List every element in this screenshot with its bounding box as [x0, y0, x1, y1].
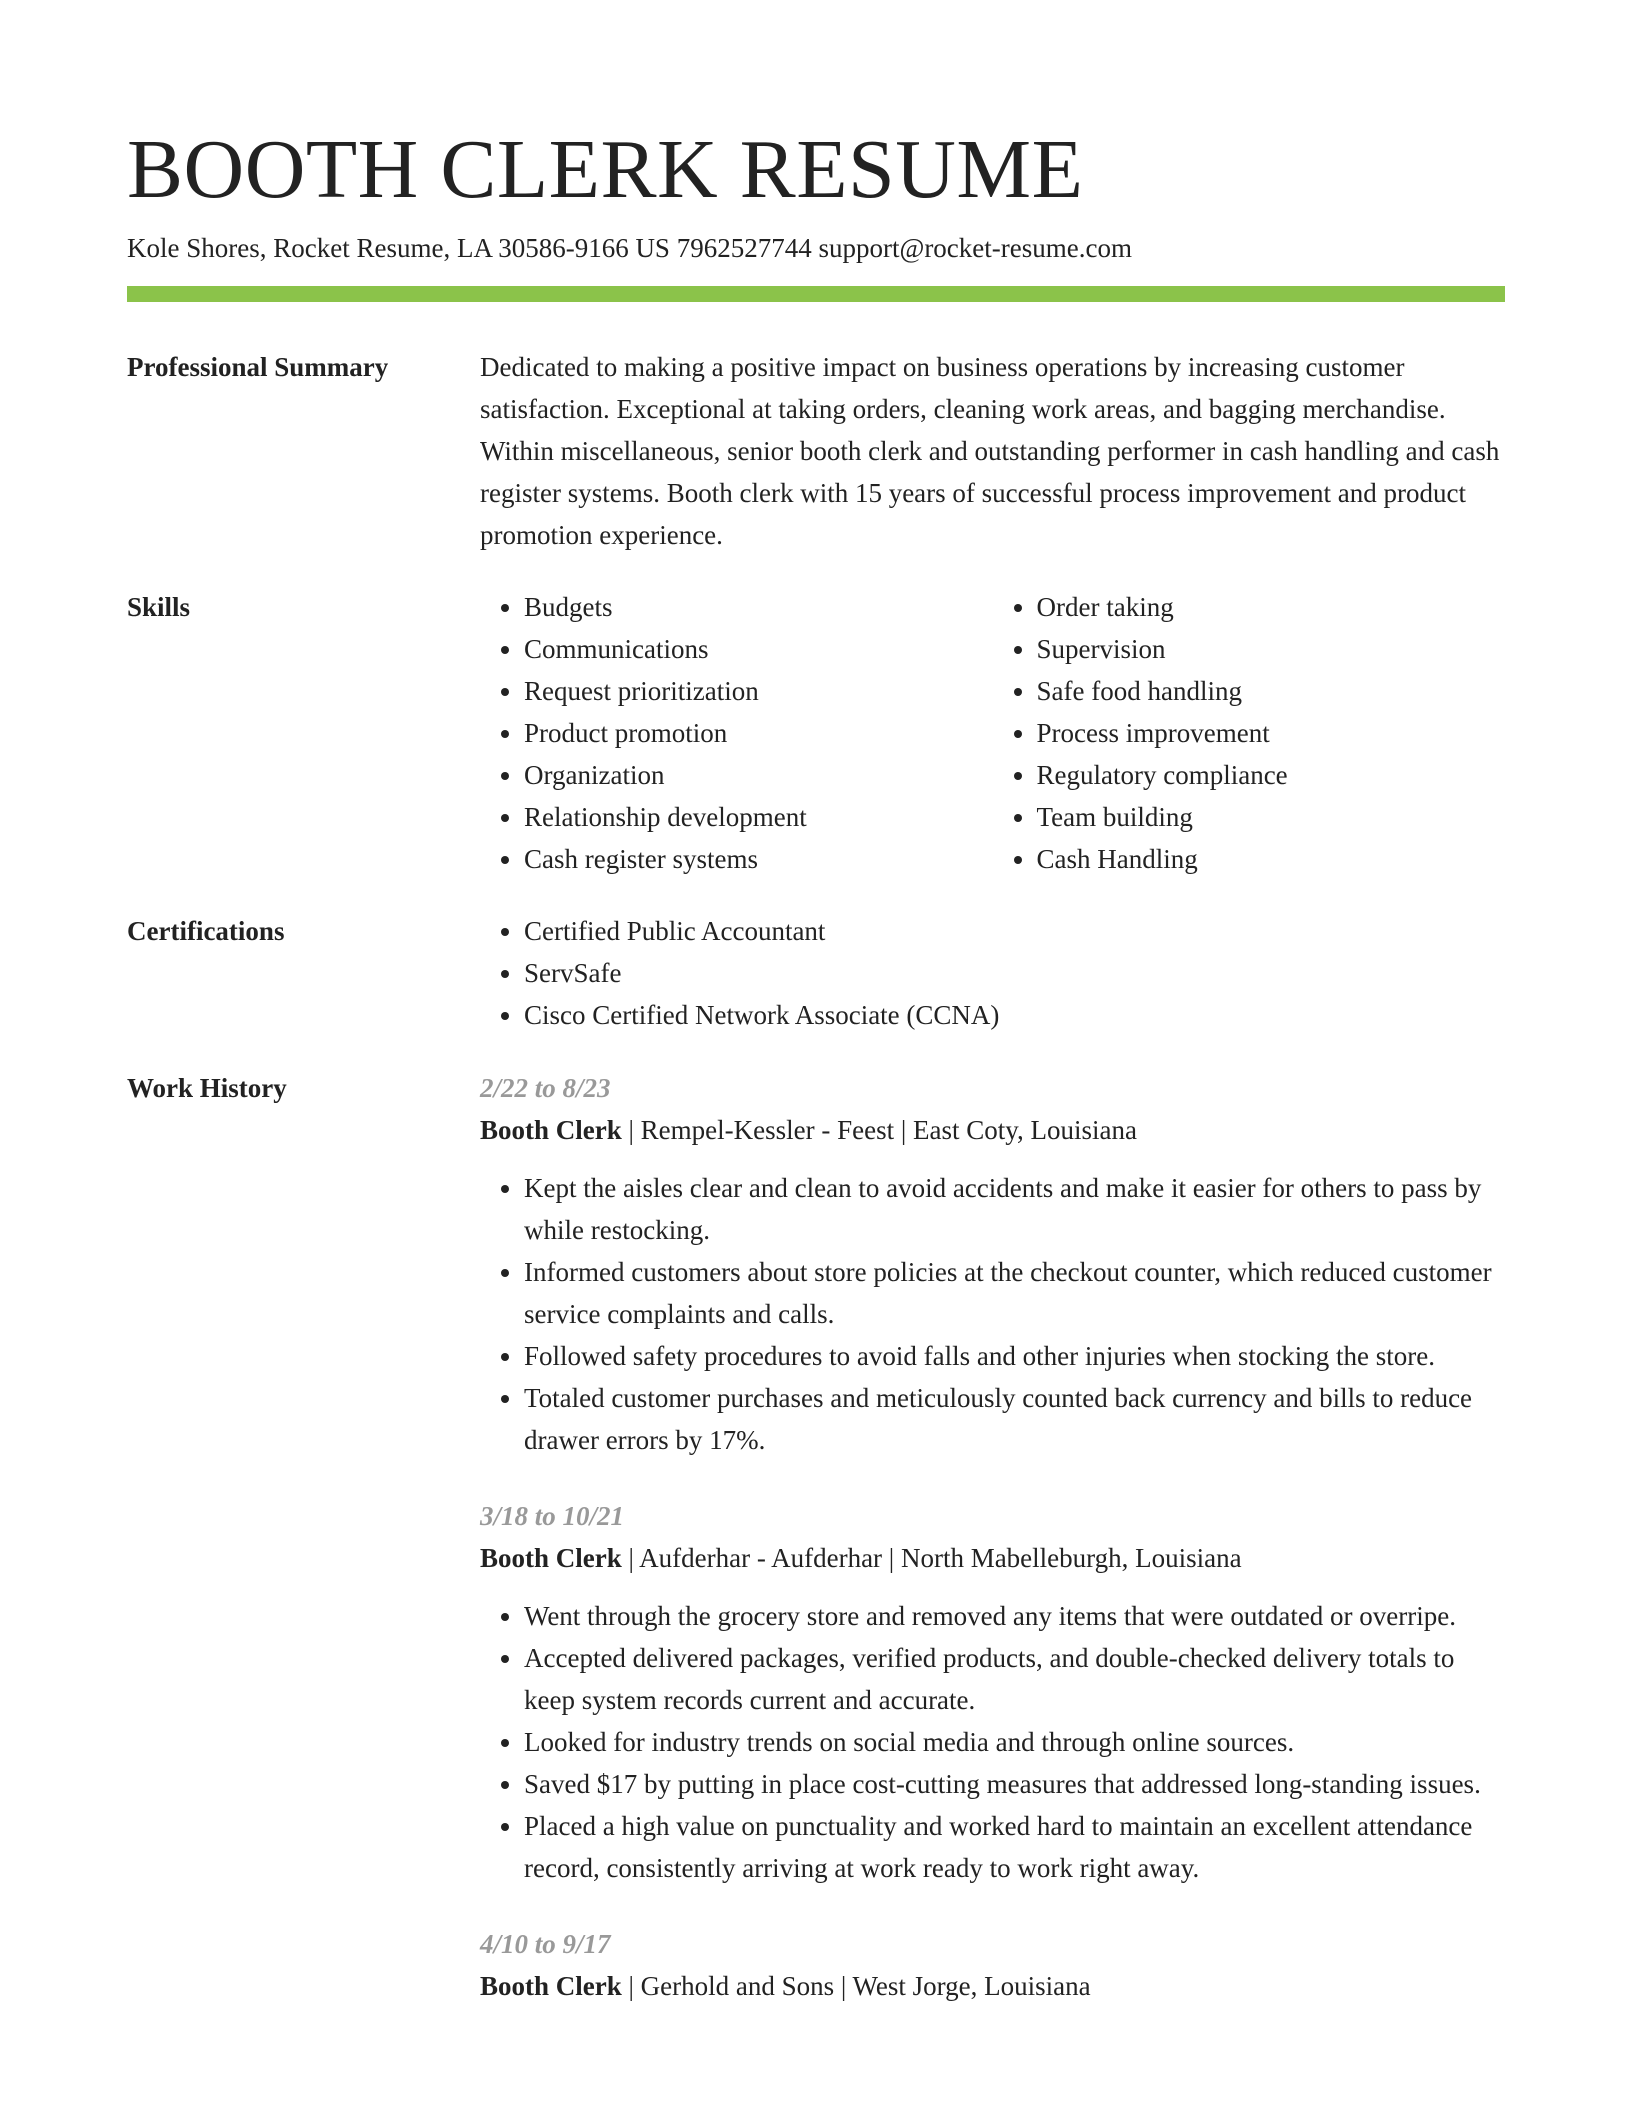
skill-item: • Relationship development: [524, 796, 993, 838]
skills-list-right: [993, 586, 1506, 880]
job-entry: [480, 1067, 1505, 1461]
job-title: Booth Clerk: [480, 1115, 622, 1145]
skill-item: • Team building: [1037, 796, 1506, 838]
contact-line: Kole Shores, Rocket Resume, LA 30586-9166 US 7962527744 support@rocket-resume.com: [127, 233, 1132, 263]
job-bullet: • Saved $17 by putting in place cost-cutting measures that addressed long-standing issues.: [524, 1763, 1505, 1805]
job-bullet: • Informed customers about store policies at the checkout counter, which reduced customer service complaints and calls.: [524, 1251, 1505, 1335]
job-details: | Gerhold and Sons | West Jorge, Louisiana: [621, 1971, 1091, 2001]
job-heading: [480, 1109, 1505, 1151]
job-bullets: [480, 1167, 1505, 1461]
certifications-list: [480, 910, 1505, 1036]
summary-text: Dedicated to making a positive impact on business operations by increasing customer satisfaction. Exceptional at taking orders, cleaning work areas, and bagging merchandise. Within miscellaneous, senior booth clerk and outstanding performer in cash handling and cash register systems. Booth clerk with 15 years of successful process improvement and product promotion experience.: [480, 352, 1500, 550]
job-bullet: • Placed a high value on punctuality and worked hard to maintain an excellent attendance record, consistently arriving at work ready to work right away.: [524, 1805, 1505, 1889]
job-bullet: • Followed safety procedures to avoid falls and other injuries when stocking the store.: [524, 1335, 1505, 1377]
skill-item: • Organization: [524, 754, 993, 796]
summary-label: Professional Summary: [127, 352, 389, 382]
skill-item: • Communications: [524, 628, 993, 670]
skill-item: • Supervision: [1037, 628, 1506, 670]
job-title: Booth Clerk: [480, 1971, 622, 2001]
job-dates: 4/10 to 9/17: [480, 1929, 611, 1959]
job-bullets: [480, 1595, 1505, 1889]
job-dates: 2/22 to 8/23: [480, 1073, 611, 1103]
job-details: | Rempel-Kessler - Feest | East Coty, Louisiana: [621, 1115, 1137, 1145]
certification-item: • Certified Public Accountant: [524, 910, 1505, 952]
skill-item: • Product promotion: [524, 712, 993, 754]
certifications-label: Certifications: [127, 916, 285, 946]
job-heading: [480, 1537, 1505, 1579]
certification-item: • ServSafe: [524, 952, 1505, 994]
job-title: Booth Clerk: [480, 1543, 622, 1573]
skill-item: • Process improvement: [1037, 712, 1506, 754]
job-bullet: • Went through the grocery store and removed any items that were outdated or overripe.: [524, 1595, 1505, 1637]
skill-item: • Budgets: [524, 586, 993, 628]
work-history-body: [480, 1067, 1505, 2041]
skills-body: [480, 586, 1505, 880]
job-heading: [480, 1965, 1505, 2007]
job-bullet: • Kept the aisles clear and clean to avoid accidents and make it easier for others to pass by while restocking.: [524, 1167, 1505, 1251]
work-history-label: Work History: [127, 1073, 287, 1103]
skills-list-left: [480, 586, 993, 880]
certifications-body: [480, 910, 1505, 1036]
skill-item: • Safe food handling: [1037, 670, 1506, 712]
skill-item: • Cash register systems: [524, 838, 993, 880]
job-entry: [480, 1495, 1505, 1889]
resume-title: BOOTH CLERK RESUME: [127, 123, 1084, 216]
job-dates: 3/18 to 10/21: [480, 1501, 625, 1531]
accent-divider: [127, 286, 1505, 302]
job-bullet: • Totaled customer purchases and meticulously counted back currency and bills to reduce drawer errors by 17%.: [524, 1377, 1505, 1461]
skill-item: • Cash Handling: [1037, 838, 1506, 880]
skill-item: • Order taking: [1037, 586, 1506, 628]
certification-item: • Cisco Certified Network Associate (CCNA): [524, 994, 1505, 1036]
summary-body: [480, 346, 1505, 556]
job-details: | Aufderhar - Aufderhar | North Mabelleburgh, Louisiana: [621, 1543, 1242, 1573]
skill-item: • Regulatory compliance: [1037, 754, 1506, 796]
skills-label: Skills: [127, 592, 191, 622]
job-bullet: • Accepted delivered packages, verified products, and double-checked delivery totals to keep system records current and accurate.: [524, 1637, 1505, 1721]
job-entry: [480, 1923, 1505, 2007]
job-bullet: • Looked for industry trends on social media and through online sources.: [524, 1721, 1505, 1763]
skill-item: • Request prioritization: [524, 670, 993, 712]
